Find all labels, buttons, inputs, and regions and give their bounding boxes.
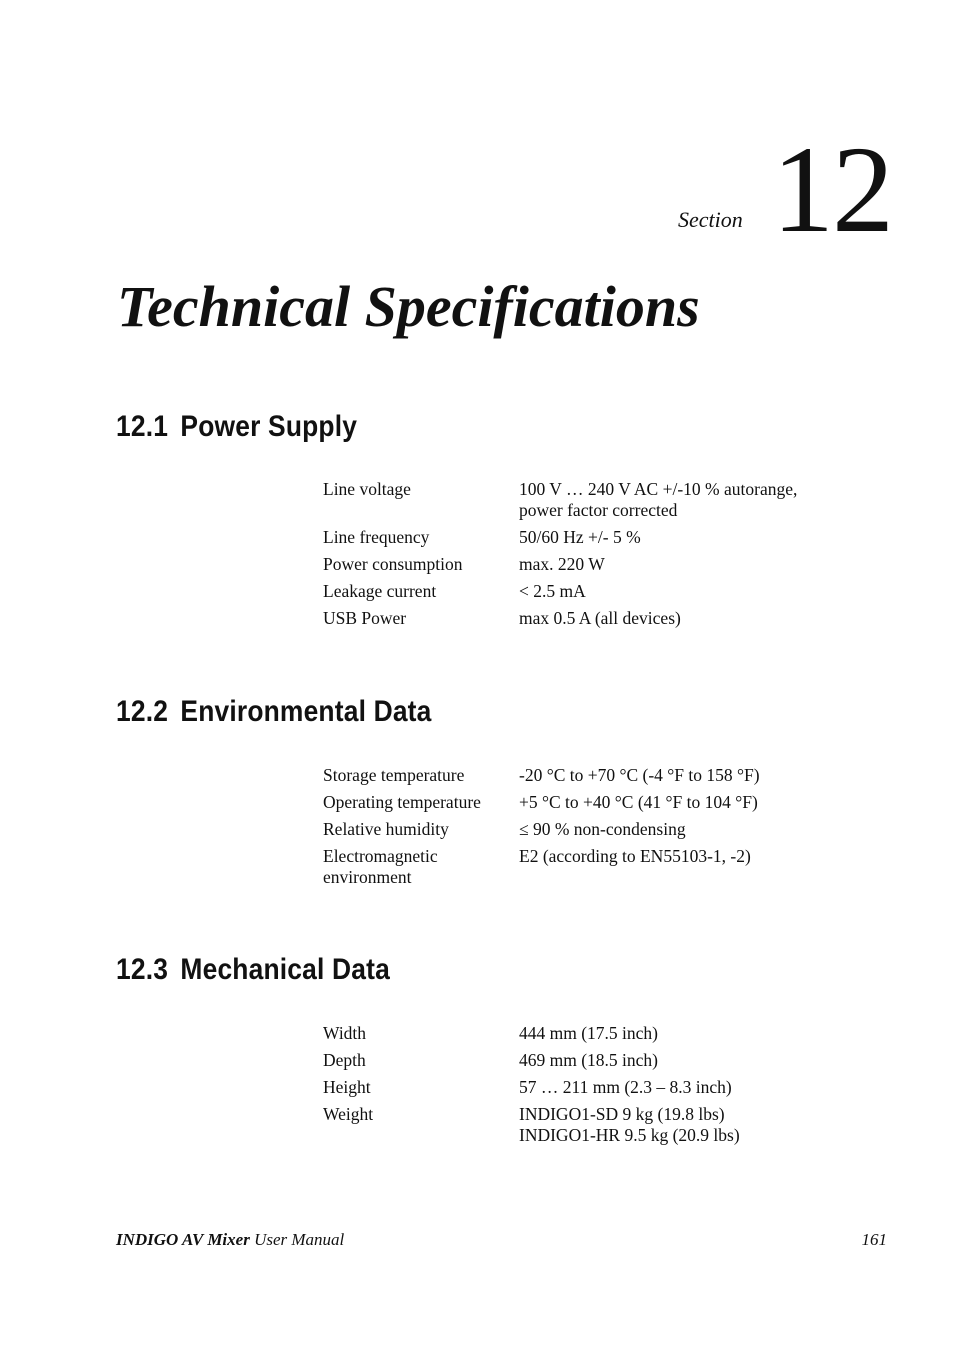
table-row <box>323 846 863 894</box>
table-row <box>323 608 863 635</box>
table-row <box>323 1023 863 1050</box>
footer-title <box>116 1229 344 1251</box>
spec-value: 57 … 211 mm (2.3 – 8.3 inch) <box>519 1077 732 1097</box>
table-row <box>323 792 863 819</box>
section-heading-text: Power Supply <box>180 410 358 443</box>
table-row <box>323 581 863 608</box>
spec-value: 50/60 Hz +/- 5 % <box>519 527 641 547</box>
spec-value: E2 (according to EN55103-1, -2) <box>519 846 751 866</box>
section-heading-text: Environmental Data <box>180 695 432 728</box>
table-row <box>323 1104 863 1152</box>
spec-label: Electromagnetic environment <box>323 846 438 887</box>
spec-value: -20 °C to +70 °C (-4 °F to 158 °F) <box>519 765 760 785</box>
spec-label: Leakage current <box>323 581 437 601</box>
table-row <box>323 527 863 554</box>
section-heading-number: 12.1 <box>116 410 169 443</box>
section-number: 12 <box>772 121 892 258</box>
section-heading-mechanical-data <box>116 952 390 988</box>
table-row <box>323 819 863 846</box>
table-row <box>323 554 863 581</box>
spec-label: USB Power <box>323 608 407 628</box>
power-supply-table <box>323 479 863 635</box>
spec-label: Relative humidity <box>323 819 449 839</box>
spec-value: ≤ 90 % non-condensing <box>519 819 686 839</box>
section-heading-number: 12.2 <box>116 695 169 728</box>
footer-manual-label: User Manual <box>254 1230 345 1249</box>
spec-label: Weight <box>323 1104 374 1124</box>
spec-label: Line voltage <box>323 479 411 499</box>
spec-label: Depth <box>323 1050 366 1070</box>
section-heading-environmental-data <box>116 694 432 730</box>
spec-value: +5 °C to +40 °C (41 °F to 104 °F) <box>519 792 758 812</box>
spec-label: Width <box>323 1023 367 1043</box>
table-row <box>323 479 863 527</box>
spec-label: Storage temperature <box>323 765 465 785</box>
spec-value: max. 220 W <box>519 554 605 574</box>
mechanical-data-table <box>323 1023 863 1152</box>
spec-value: 100 V … 240 V AC +/-10 % autorange, power factor corrected <box>519 479 798 520</box>
section-heading-text: Mechanical Data <box>180 953 390 986</box>
table-row <box>323 1077 863 1104</box>
spec-value: < 2.5 mA <box>519 581 586 601</box>
page-number: 161 <box>861 1230 887 1249</box>
table-row <box>323 1050 863 1077</box>
spec-value: 444 mm (17.5 inch) <box>519 1023 659 1043</box>
spec-value: max 0.5 A (all devices) <box>519 608 681 628</box>
section-heading-number: 12.3 <box>116 953 169 986</box>
spec-label: Height <box>323 1077 371 1097</box>
section-heading-power-supply <box>116 409 357 445</box>
table-row <box>323 765 863 792</box>
environmental-data-table <box>323 765 863 894</box>
section-label: Section <box>678 207 743 232</box>
spec-label: Operating temperature <box>323 792 481 812</box>
page-title: Technical Specifications <box>117 274 700 339</box>
spec-label: Line frequency <box>323 527 430 547</box>
spec-label: Power consumption <box>323 554 463 574</box>
spec-value: 469 mm (18.5 inch) <box>519 1050 659 1070</box>
spec-value: INDIGO1-SD 9 kg (19.8 lbs) INDIGO1-HR 9.5 kg (20.9 lbs) <box>519 1104 740 1145</box>
footer-product-name: INDIGO AV Mixer <box>116 1230 250 1249</box>
